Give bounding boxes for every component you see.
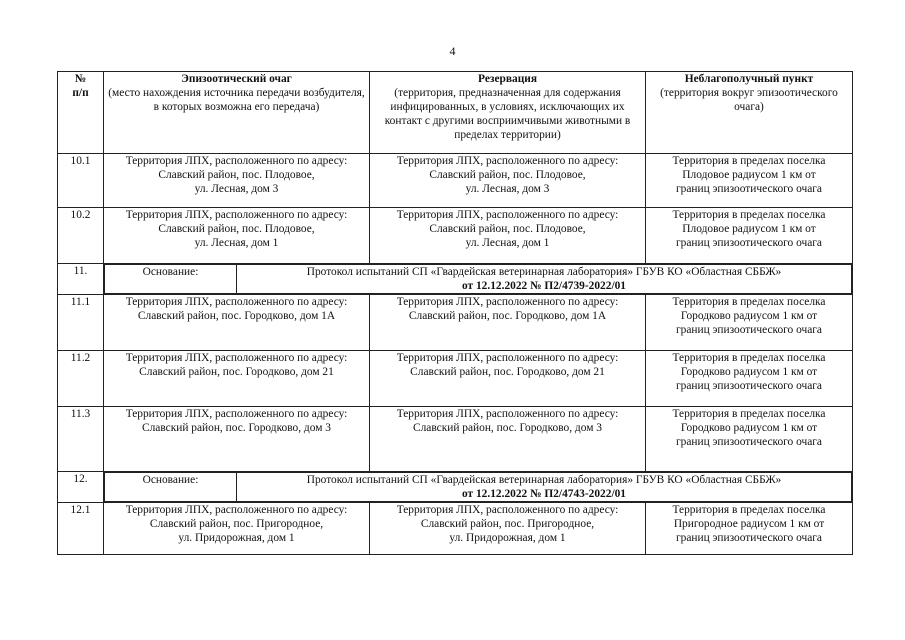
reservation-line: Славский район, пос. Городково, дом 3	[413, 422, 602, 434]
zone-line: Территория в пределах поселка	[672, 408, 826, 420]
cell-reservation	[370, 407, 646, 472]
reservation-line: ул. Лесная, дом 1	[465, 237, 550, 249]
zone-line: Территория в пределах поселка	[672, 504, 826, 516]
reservation-line: Территория ЛПХ, расположенного по адресу:	[396, 408, 619, 420]
focus-line: Славский район, пос. Пригородное,	[149, 518, 324, 530]
basis-label: Основание:	[105, 265, 237, 294]
basis-protocol-text: Протокол испытаний СП «Гвардейская ветеринарная лаборатория» ГБУВ КО «Областная СББЖ»	[306, 266, 782, 278]
table-row	[58, 407, 853, 472]
row-number: 11.3	[58, 407, 104, 472]
zone-line: границ эпизоотического очага	[675, 436, 822, 448]
header-focus-title: Эпизоотический очаг	[181, 73, 292, 85]
focus-line: Славский район, пос. Городково, дом 3	[142, 422, 331, 434]
basis-content	[237, 473, 852, 502]
basis-cell	[104, 264, 853, 295]
page-number: 4	[449, 44, 456, 58]
reservation-line: ул. Придорожная, дом 1	[449, 532, 566, 544]
reservation-line: Славский район, пос. Городково, дом 21	[410, 366, 605, 378]
basis-inner-table	[104, 264, 852, 294]
zone-line: Территория в пределах поселка	[672, 352, 826, 364]
cell-reservation	[370, 208, 646, 264]
cell-reservation	[370, 295, 646, 351]
cell-reservation	[370, 351, 646, 407]
cell-focus	[104, 351, 370, 407]
table-body	[58, 72, 853, 555]
table-row	[58, 295, 853, 351]
focus-line: ул. Лесная, дом 1	[194, 237, 279, 249]
cell-zone	[646, 295, 853, 351]
basis-cell	[104, 472, 853, 503]
epizootic-table	[57, 71, 853, 555]
zone-line: Городково радиусом 1 км от	[680, 310, 818, 322]
header-focus-subtitle: (место нахождения источника передачи возбудителя, в которых возможна его передача)	[108, 87, 365, 113]
header-cell-num	[58, 72, 104, 154]
zone-line: Территория в пределах поселка	[672, 296, 826, 308]
cell-focus	[104, 154, 370, 208]
reservation-line: Территория ЛПХ, расположенного по адресу:	[396, 209, 619, 221]
basis-label: Основание:	[105, 473, 237, 502]
reservation-line: Славский район, пос. Плодовое,	[429, 223, 586, 235]
basis-protocol-ref: от 12.12.2022 № П2/4743-2022/01	[461, 488, 627, 500]
focus-line: Территория ЛПХ, расположенного по адресу:	[125, 296, 348, 308]
focus-line: ул. Придорожная, дом 1	[178, 532, 295, 544]
row-number: 10.2	[58, 208, 104, 264]
cell-focus	[104, 208, 370, 264]
table-row	[58, 154, 853, 208]
cell-reservation	[370, 154, 646, 208]
row-number: 12.1	[58, 503, 104, 555]
header-cell-zone	[646, 72, 853, 154]
header-row	[58, 72, 853, 154]
focus-line: Территория ЛПХ, расположенного по адресу:	[125, 352, 348, 364]
row-number: 10.1	[58, 154, 104, 208]
basis-inner-table	[104, 472, 852, 502]
header-reservation-subtitle: (территория, предназначенная для содержания инфицированных, в условиях, исключающих их контакт с другими восприимчивыми животными в пределах территории)	[384, 87, 631, 141]
zone-line: Городково радиусом 1 км от	[680, 366, 818, 378]
zone-line: границ эпизоотического очага	[675, 324, 822, 336]
zone-line: границ эпизоотического очага	[675, 380, 822, 392]
focus-line: Территория ЛПХ, расположенного по адресу:	[125, 504, 348, 516]
row-number: 11.2	[58, 351, 104, 407]
cell-zone	[646, 503, 853, 555]
focus-line: Славский район, пос. Городково, дом 1А	[137, 310, 336, 322]
table-row	[58, 351, 853, 407]
header-zone-subtitle: (территория вокруг эпизоотического очага)	[660, 87, 838, 113]
row-number: 11.	[58, 264, 104, 295]
basis-row	[58, 472, 853, 503]
cell-focus	[104, 503, 370, 555]
basis-protocol-text: Протокол испытаний СП «Гвардейская ветеринарная лаборатория» ГБУВ КО «Областная СББЖ»	[306, 474, 782, 486]
focus-line: Территория ЛПХ, расположенного по адресу:	[125, 155, 348, 167]
header-cell-reservation	[370, 72, 646, 154]
header-num-title: № п/п	[72, 73, 89, 99]
focus-line: ул. Лесная, дом 3	[194, 183, 279, 195]
zone-line: Территория в пределах поселка	[672, 209, 826, 221]
header-cell-focus	[104, 72, 370, 154]
zone-line: Плодовое радиусом 1 км от	[682, 169, 816, 181]
basis-content	[237, 265, 852, 294]
zone-line: Плодовое радиусом 1 км от	[682, 223, 816, 235]
zone-line: границ эпизоотического очага	[675, 183, 822, 195]
reservation-line: Славский район, пос. Плодовое,	[429, 169, 586, 181]
header-reservation-title: Резервация	[478, 73, 537, 85]
focus-line: Славский район, пос. Плодовое,	[158, 223, 315, 235]
reservation-line: Территория ЛПХ, расположенного по адресу:	[396, 296, 619, 308]
cell-focus	[104, 295, 370, 351]
zone-line: границ эпизоотического очага	[675, 237, 822, 249]
table-row	[58, 503, 853, 555]
focus-line: Территория ЛПХ, расположенного по адресу:	[125, 209, 348, 221]
focus-line: Славский район, пос. Плодовое,	[158, 169, 315, 181]
reservation-line: Территория ЛПХ, расположенного по адресу:	[396, 504, 619, 516]
zone-line: границ эпизоотического очага	[675, 532, 822, 544]
reservation-line: Славский район, пос. Пригородное,	[420, 518, 595, 530]
row-number: 12.	[58, 472, 104, 503]
reservation-line: Территория ЛПХ, расположенного по адресу:	[396, 155, 619, 167]
cell-zone	[646, 351, 853, 407]
cell-zone	[646, 208, 853, 264]
cell-focus	[104, 407, 370, 472]
basis-row	[58, 264, 853, 295]
table-row	[58, 208, 853, 264]
reservation-line: Территория ЛПХ, расположенного по адресу:	[396, 352, 619, 364]
zone-line: Территория в пределах поселка	[672, 155, 826, 167]
cell-zone	[646, 154, 853, 208]
cell-zone	[646, 407, 853, 472]
header-zone-title: Неблагополучный пункт	[684, 73, 814, 85]
row-number: 11.1	[58, 295, 104, 351]
cell-reservation	[370, 503, 646, 555]
zone-line: Пригородное радиусом 1 км от	[673, 518, 825, 530]
focus-line: Славский район, пос. Городково, дом 21	[139, 366, 334, 378]
basis-protocol-ref: от 12.12.2022 № П2/4739-2022/01	[461, 280, 627, 292]
reservation-line: ул. Лесная, дом 3	[465, 183, 550, 195]
zone-line: Городково радиусом 1 км от	[680, 422, 818, 434]
reservation-line: Славский район, пос. Городково, дом 1А	[408, 310, 607, 322]
focus-line: Территория ЛПХ, расположенного по адресу:	[125, 408, 348, 420]
